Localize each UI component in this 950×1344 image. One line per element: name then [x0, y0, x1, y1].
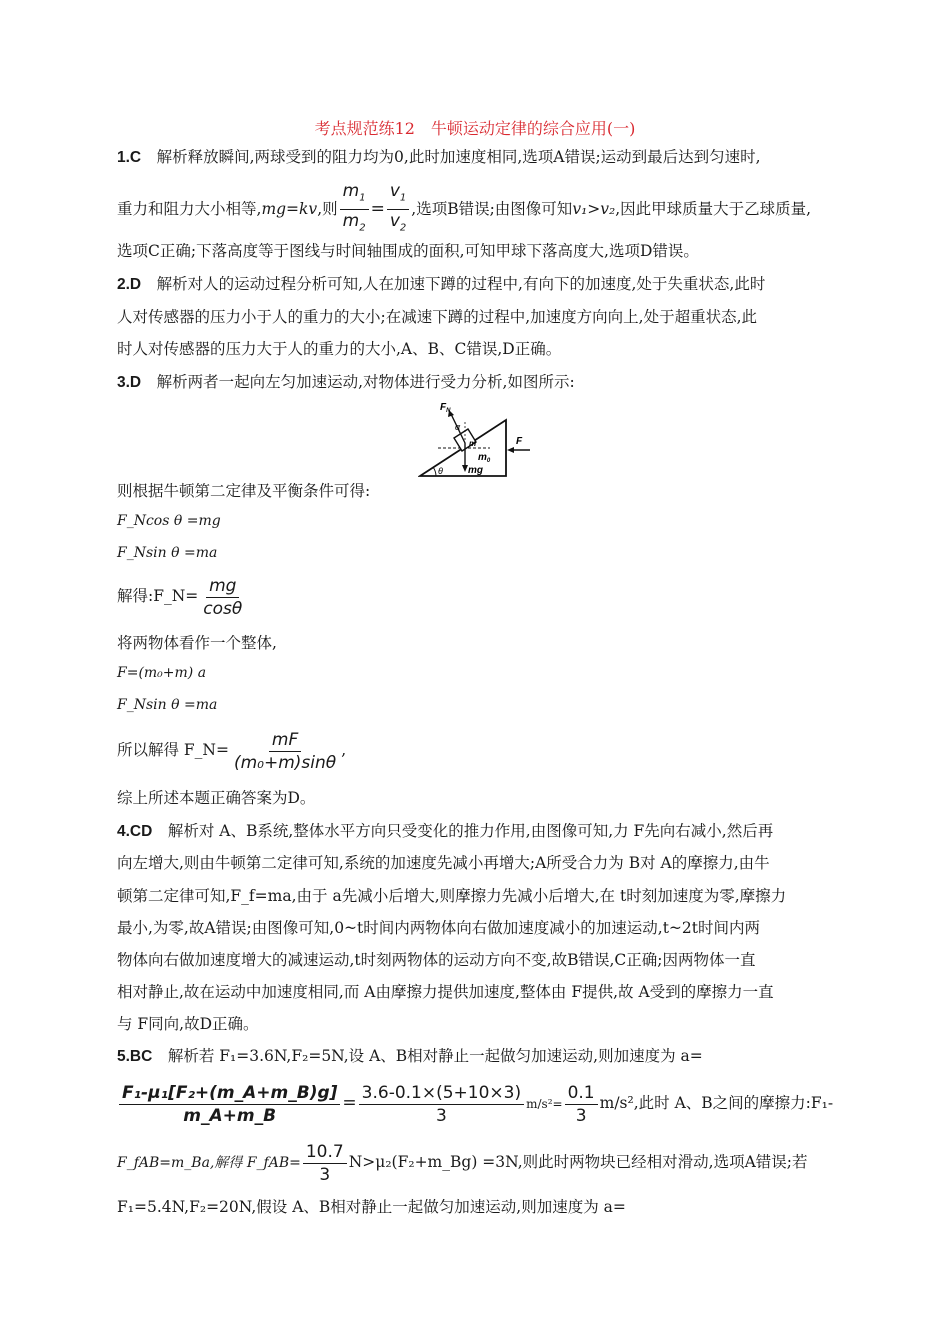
q4-line-3: 顿第二定律可知,F_f=ma,由于 a先减小后增大,则摩擦力先减小后增大,在 t时刻加速度为零,摩擦力 — [117, 887, 787, 905]
theta-label: θ — [438, 466, 443, 476]
q3-fraction-2: $\frac{mF}{\text{(m₀+m)sinθ}}$ — [233, 729, 337, 773]
q3-solve-1 — [117, 572, 247, 620]
fn-label: $F_N$ — [440, 402, 451, 414]
page-title: 考点规范练12 牛顿运动定律的综合应用(一) — [314, 119, 636, 138]
q1-line-2: 重力和阻力大小相等,mg=kv,则 $\frac{m_1}{m_2}$ = $\frac{v_1}{v_2}$ ,选项B错误;由图像可知v₁>v₂,因此甲球质量大于乙球质量, — [117, 181, 811, 229]
alpha-label: α — [455, 422, 461, 432]
q2-line-3: 时人对传感器的压力大于人的重力的大小,A、B、C错误,D正确。 — [117, 340, 562, 358]
q5-unit-1: m/s²= — [526, 1097, 563, 1111]
q1-text-2f: ,因此甲球质量大于乙球质量, — [615, 199, 812, 218]
q1-text-2e: v₁>v₂ — [572, 199, 616, 218]
q1-text-2d: ,选项B错误;由图像可知 — [411, 199, 573, 218]
f-label: F — [516, 436, 523, 447]
q2-text-1: 解析对人的运动过程分析可知,人在加速下蹲的过程中,有向下的加速度,处于失重状态,此时 — [141, 275, 766, 293]
q5-number: 5.BC — [117, 1048, 153, 1065]
q3-solve-2 — [117, 726, 346, 774]
q3-number: 3.D — [117, 374, 142, 391]
q5-text-3b: N>μ₂(F₂+m_Bg) =3N,则此时两物块已经相对滑动,选项A错误;若 — [348, 1153, 808, 1171]
q4-text-1: 解析对 A、B系统,整体水平方向只受变化的推力作用,由图像可知,力 F先向右减小,然后再 — [152, 822, 774, 840]
q5-line-4: F₁=5.4N,F₂=20N,假设 A、B相对静止一起做匀加速运动,则加速度为 a= — [117, 1198, 626, 1216]
q3-fraction-1: $\frac{mg}{\cos\theta}$ — [203, 575, 243, 619]
m-label: m — [469, 439, 477, 448]
q3-eq-1: F_Ncos θ =mg — [117, 513, 221, 529]
q1-ratio-v: $\frac{v_1}{v_2}$ — [387, 181, 409, 239]
q1-line-1 — [117, 146, 761, 169]
q3-line-4: 综上所述本题正确答案为D。 — [117, 789, 316, 807]
q5-line-2 — [117, 1076, 833, 1130]
q3-eq-2: F_Nsin θ =ma — [117, 545, 218, 561]
q1-text-2c: ,则 — [317, 199, 338, 218]
q5-text-1: 解析若 F₁=3.6N,F₂=5N,设 A、B相对静止一起做匀加速运动,则加速度为 a= — [152, 1047, 703, 1065]
q3-solve2-tail: , — [341, 741, 347, 759]
q3-text-1: 解析两者一起向左匀加速运动,对物体进行受力分析,如图所示: — [141, 373, 575, 391]
q2-number: 2.D — [117, 276, 142, 293]
q4-line-2: 向左增大,则由牛顿第二定律可知,系统的加速度先减小再增大;A所受合力为 B对 A的摩擦力,由牛 — [117, 854, 770, 872]
q4-line-5: 物体向右做加速度增大的减速运动,t时刻两物体的运动方向不变,故B错误,C正确;因两物体一直 — [117, 951, 756, 969]
q5-unit-2: m/s²,此时 A、B之间的摩擦力:F₁- — [599, 1094, 834, 1112]
q3-line-2: 则根据牛顿第二定律及平衡条件可得: — [117, 482, 371, 500]
force-diagram — [418, 396, 530, 478]
m0-label: $m_0$ — [478, 452, 491, 464]
q3-eq-3: F=(m₀+m) a — [117, 665, 207, 681]
q3-eq-4: F_Nsin θ =ma — [117, 697, 218, 713]
q5-line-3 — [117, 1138, 807, 1186]
mg-label: mg — [468, 465, 483, 476]
q5-equals: = — [342, 1093, 357, 1113]
q4-number: 4.CD — [117, 823, 153, 840]
q1-text-2b: mg=kv — [261, 199, 318, 218]
theta-arc — [433, 467, 436, 476]
q3-line-3: 将两物体看作一个整体, — [117, 634, 277, 652]
q1-text-1: 解析释放瞬间,两球受到的阻力均为0,此时加速度相同,选项A错误;运动到最后达到匀速时, — [141, 148, 761, 166]
applied-force-arrowhead — [507, 447, 514, 453]
q3-solve-label: 解得:F_N= — [117, 587, 199, 605]
q5-line-1 — [117, 1045, 703, 1068]
q5-fraction-4: $\frac{10.7}{3}$ — [303, 1142, 347, 1185]
q4-line-4: 最小,为零,故A错误;由图像可知,0~t时间内两物体向右做加速度减小的加速运动,t~2t时间内两 — [117, 919, 761, 937]
q4-line-1 — [117, 820, 773, 843]
q2-line-2: 人对传感器的压力小于人的重力的大小;在减速下蹲的过程中,加速度方向向上,处于超重状态,此 — [117, 308, 758, 326]
q4-line-7: 与 F同向,故D正确。 — [117, 1015, 259, 1033]
q5-fraction-1: $\frac{\text{F₁-μ₁[F₂+(m\_A+m\_B)g]}}{m\_A+m\_B}$ — [119, 1083, 340, 1126]
q4-line-6: 相对静止,故在运动中加速度相同,而 A由摩擦力提供加速度,整体由 F提供,故 A受到的摩擦力一直 — [117, 983, 774, 1001]
q3-line-1 — [117, 371, 575, 394]
q3-solve2-label: 所以解得 F_N= — [117, 741, 229, 759]
q1-line-3: 选项C正确;下落高度等于图线与时间轴围成的面积,可知甲球下落高度大,选项D错误。 — [117, 242, 699, 260]
q1-ratio-m: $\frac{m_1}{m_2}$ — [340, 181, 369, 239]
q1-number: 1.C — [117, 149, 142, 166]
q5-fraction-3: $\frac{0.1}{3}$ — [565, 1083, 598, 1126]
q1-text-2a: 重力和阻力大小相等, — [117, 199, 262, 218]
q5-text-3a: F_fAB=m_Ba,解得 F_fAB= — [117, 1155, 301, 1171]
q5-fraction-2: $\frac{3.6-0.1\times(5+10\times 3)}{3}$ — [359, 1083, 524, 1126]
q2-line-1 — [117, 273, 765, 296]
